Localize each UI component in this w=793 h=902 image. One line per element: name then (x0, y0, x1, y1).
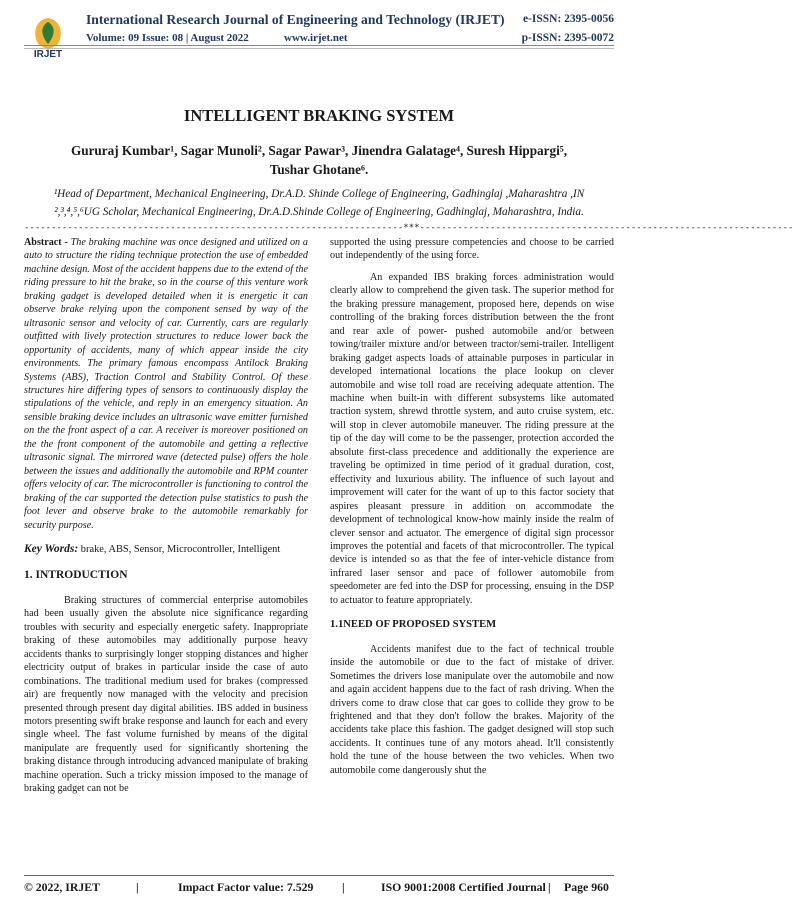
need-paragraph: Accidents manifest due to the fact of technical trouble inside the automobile or due to the fact of mistake of driver. Sometimes the drivers lose manipulate over the automobile and now and again accident happens due to the fact of rash driving. When the drivers come to draw close that car goes to collide they grow to be frightened and that they don't follow the brakes. Majority of the accidents take place this fashion. The gadget designed will stop such accidents. It continues tune of any motors ahead. It'll consistently hold the tune of the house between the two vehicles. When two automobile come dangerously shut the (330, 643, 614, 776)
keywords-label: Key Words: (24, 542, 79, 555)
footer-page-number: Page 960 (564, 880, 609, 894)
footer-divider-2: | (342, 880, 345, 894)
right-column (330, 236, 614, 777)
journal-title: International Research Journal of Engineering and Technology (IRJET) (86, 12, 505, 27)
affiliation-1: ¹Head of Department, Mechanical Engineering, Dr.A.D. Shinde College of Engineering, Gadhinglaj ,Maharashtra ,IN (53, 188, 585, 200)
journal-website-link[interactable]: www.irjet.net (284, 32, 348, 44)
paper-title: INTELLIGENT BRAKING SYSTEM (183, 106, 455, 125)
footer-divider-3: | (548, 880, 551, 894)
header-divider (24, 45, 614, 46)
author-line-2: Tushar Ghotane⁶. (269, 162, 369, 177)
keywords (24, 543, 308, 556)
affiliation-2: ²,³,⁴,⁵,⁶UG Scholar, Mechanical Engineering, Dr.A.D.Shinde College of Engineering, Gadhinglaj, Maharashtra, India. (54, 206, 584, 218)
section-separator: ----------------------------------------------------------------------***--------------------------------------------------------------------- (24, 223, 793, 233)
volume-issue: Volume: 09 Issue: 08 | August 2022 (86, 32, 249, 44)
ibs-paragraph: An expanded IBS braking forces administration would clearly allow to comprehend the given task. The superior method for the braking pressure management, proposed here, depends on wise controlling of the braking forces distribution between the the front and rear axle of power- pushed automobile and/or between towing/trailer mixture and/or between tractor/semi-trailer. Intelligent braking gadget aspects loads of attainable purposes in particular in developed international locations the place lookup on clever automobile and wise toll road are receiving adequate attention. The machine when built-in with different subsystems like automated traction system, shrewd throttle system, and auto cruise system, etc. will stop in clever automobile maneuver. The riding pressure at the tip of the day will come to be the passenger, protection accorded the absolute first-class precedence and additionally the experience are traveling be optimized in time period of it gradual duration, cost, effectivity and luxurious ability. The influence of such layout and improvement will cater for the want of up to this factor society that aspires pleasant pressure in addition on accommodate the development of technological know-how mainly inside the realm of clever sensor and actuator. The emergence of digital sign processor improves the potential and facets of that microcontroller. The typical device is intended so as that the fee of inter-vehicle distance from infrared laser sensor and pace of follower automobile from speedometer are fed into the DSP for processing, ensuing in the DSP to actuator to feature appropriately. (330, 271, 614, 606)
journal-header (24, 10, 614, 72)
e-issn: e-ISSN: 2395-0056 (522, 13, 614, 25)
author-line-1: Gururaj Kumbar¹, Sagar Munoli², Sagar Pawar³, Jinendra Galatage⁴, Suresh Hippargi⁵, (70, 143, 568, 158)
introduction-heading: 1. INTRODUCTION (24, 569, 128, 582)
footer-divider-1: | (136, 880, 139, 894)
author-list (40, 141, 598, 179)
footer-copyright: © 2022, IRJET (24, 880, 100, 894)
footer-iso: ISO 9001:2008 Certified Journal (381, 880, 546, 894)
footer-divider (24, 875, 614, 876)
p-issn: p-ISSN: 2395-0072 (521, 32, 614, 44)
introduction-paragraph: Braking structures of commercial enterprise automobiles had been usually given the absolute nice significance regarding troubles with security and especially energetic safety. Inappropriate braking of these automobiles may additionally purpose heavy accidents thanks to surprisingly longer stopping distances and higher electricity output of brakes in particular inside the case of auto combinations. The traditional medium used for brakes (compressed air) are frequently now managed with the velocity and precision presented through present day digital abilities. IBS added in business motors presenting swift brake response and launch for each and every single wheel. The fast volume furnished by means of the digital manipulate are frequently used for significantly shortening the braking distance through introducing advanced manipulate of braking machine operation. Such a tricky mission imposed to the manage of braking gadget can not be (24, 594, 308, 795)
abstract-label: Abstract - (24, 237, 68, 248)
keywords-text: brake, ABS, Sensor, Microcontroller, Intelligent (78, 543, 281, 555)
footer-impact-factor: Impact Factor value: 7.529 (178, 880, 314, 894)
left-column (24, 236, 308, 796)
abstract (24, 236, 308, 532)
need-heading: 1.1NEED OF PROPOSED SYSTEM (330, 619, 497, 631)
continued-paragraph: supported the using pressure competencies and choose to be carried out independently of the using force. (330, 237, 614, 262)
abstract-text: The braking machine was once designed and utilized on a auto to structure the riding technique protection the use of embedded machine design. Most of the accident happens due to the extend of the riding pressure to hit the brake, so in the course of this venture work braking gadget is developed detailed when it is energetic it can observe brake relying upon the component sensed by way of the ultrasonic sensor and velocity of car. Currently, cars are regularly outfitted with lively protection structures to reduce lower back the opportunity of accidents, many of which appear inside the city environments. The primary famous encompass Antilock Braking Systems (ABS), Traction Control and Stability Control. Of these structures hire differing types of sensors to continuously display the stipulations of the vehicle, and reply in an emergency situation. An sensible braking device includes an ultrasonic wave emitter furnished on the the front aspect of a car. A receiver is moreover positioned on the the front component of the automobile and getting a reflective ultrasonic signal. The mirrored wave (detected pulse) offers the hole between the issues and additionally the automobile and RPM counter offers velocity of car. The microcontroller is functioning to control the braking of the car supported the detection pulse statistics to push the foot lever and observe brake to the automobile remarkably for security purpose. (24, 237, 308, 531)
irjet-logo (26, 14, 70, 58)
header-divider-secondary (24, 48, 614, 49)
logo-text: IRJET (33, 49, 63, 60)
